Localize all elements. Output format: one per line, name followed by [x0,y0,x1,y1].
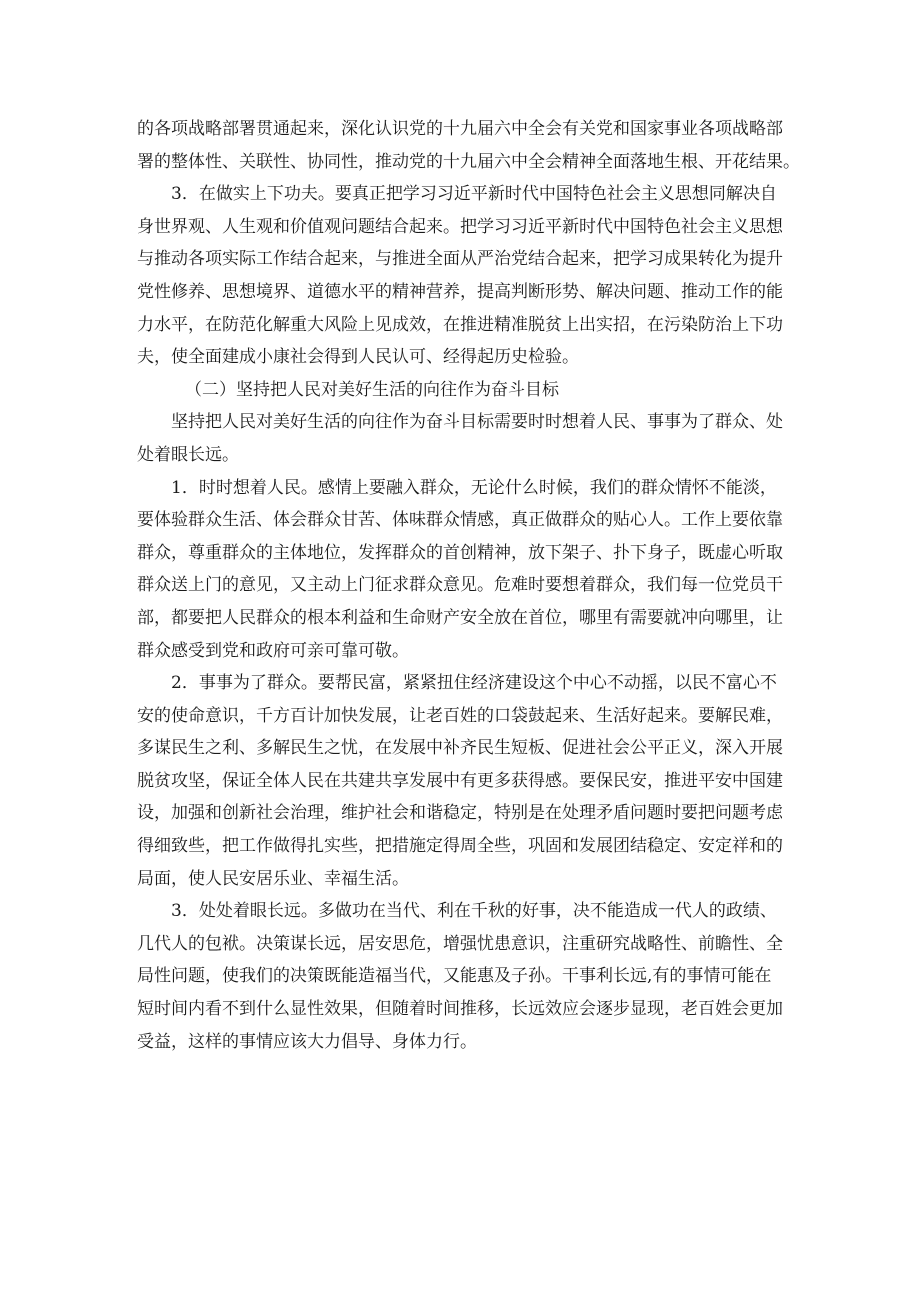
list-item-heading: 1．时时想着人民。感情上要融入群众，无论什么时候，我们的群众情怀不能淡， [171,477,777,498]
text-line: 身世界观、人生观和价值观问题结合起来。把学习习近平新时代中国特色社会主义思想 [137,216,783,237]
text-line: 多谋民生之利、多解民生之忧，在发展中补齐民生短板、促进社会公平正义，深入开展 [137,738,783,759]
text-line: 党性修养、思想境界、道德水平的精神营养，提高判断形势、解决问题、推动工作的能 [137,281,783,302]
list-item-heading: 2．事事为了群众。要帮民富，紧紧扭住经济建设这个中心不动摇，以民不富心不 [171,673,777,694]
text-line: 力水平，在防范化解重大风险上见成效，在推进精准脱贫上出实招，在污染防治上下功 [137,314,783,335]
text-line: 几代人的包袱。决策谋长远，居安思危，增强忧患意识，注重研究战略性、前瞻性、全 [137,933,783,954]
text-line: 夫，使全面建成小康社会得到人民认可、经得起历史检验。 [137,347,579,368]
text-line: 设，加强和创新社会治理，维护社会和谐稳定，特别是在处理矛盾问题时要把问题考虑 [137,803,783,824]
text-line: 署的整体性、关联性、协同性，推动党的十九届六中全会精神全面落地生根、开花结果。 [137,151,800,172]
text-line: 局性问题，使我们的决策既能造福当代，又能惠及子孙。干事利长远,有的事情可能在 [137,966,772,987]
section-heading: （二）坚持把人民对美好生活的向往作为奋斗目标 [185,379,559,400]
text-line: 得细致些，把工作做得扎实些，把措施定得周全些，巩固和发展团结稳定、安定祥和的 [137,836,783,857]
text-line: 脱贫攻坚，保证全体人民在共建共享发展中有更多获得感。要保民安，推进平安中国建 [137,770,783,791]
text-line: 的各项战略部署贯通起来，深化认识党的十九届六中全会有关党和国家事业各项战略部 [137,119,783,139]
list-item-heading: 3．处处着眼长远。多做功在当代、利在千秋的好事，决不能造成一代人的政绩、 [171,901,777,922]
list-item-heading: 3．在做实上下功夫。要真正把学习习近平新时代中国特色社会主义思想同解决自 [171,184,777,205]
text-line: 群众感受到党和政府可亲可靠可敬。 [137,640,409,661]
text-line: 坚持把人民对美好生活的向往作为奋斗目标需要时时想着人民、事事为了群众、处 [171,412,783,433]
text-line: 群众，尊重群众的主体地位，发挥群众的首创精神，放下架子、扑下身子，既虚心听取 [137,542,783,563]
text-line: 局面，使人民安居乐业、幸福生活。 [137,868,409,889]
text-line: 短时间内看不到什么显性效果，但随着时间推移，长远效应会逐步显现，老百姓会更加 [137,999,783,1020]
text-line: 与推动各项实际工作结合起来，与推进全面从严治党结合起来，把学习成果转化为提升 [137,249,783,270]
text-line: 要体验群众生活、体会群众甘苦、体味群众情感，真正做群众的贴心人。工作上要依靠 [137,510,783,531]
text-line: 群众送上门的意见，又主动上门征求群众意见。危难时要想着群众，我们每一位党员干 [137,575,783,596]
text-line: 处着眼长远。 [137,444,239,465]
text-line: 部，都要把人民群众的根本利益和生命财产安全放在首位，哪里有需要就冲向哪里，让 [137,607,783,628]
document-body [137,113,800,1058]
text-line: 受益，这样的事情应该大力倡导、身体力行。 [137,1031,477,1052]
text-line: 安的使命意识，千方百计加快发展，让老百姓的口袋鼓起来、生活好起来。要解民难， [137,705,783,726]
